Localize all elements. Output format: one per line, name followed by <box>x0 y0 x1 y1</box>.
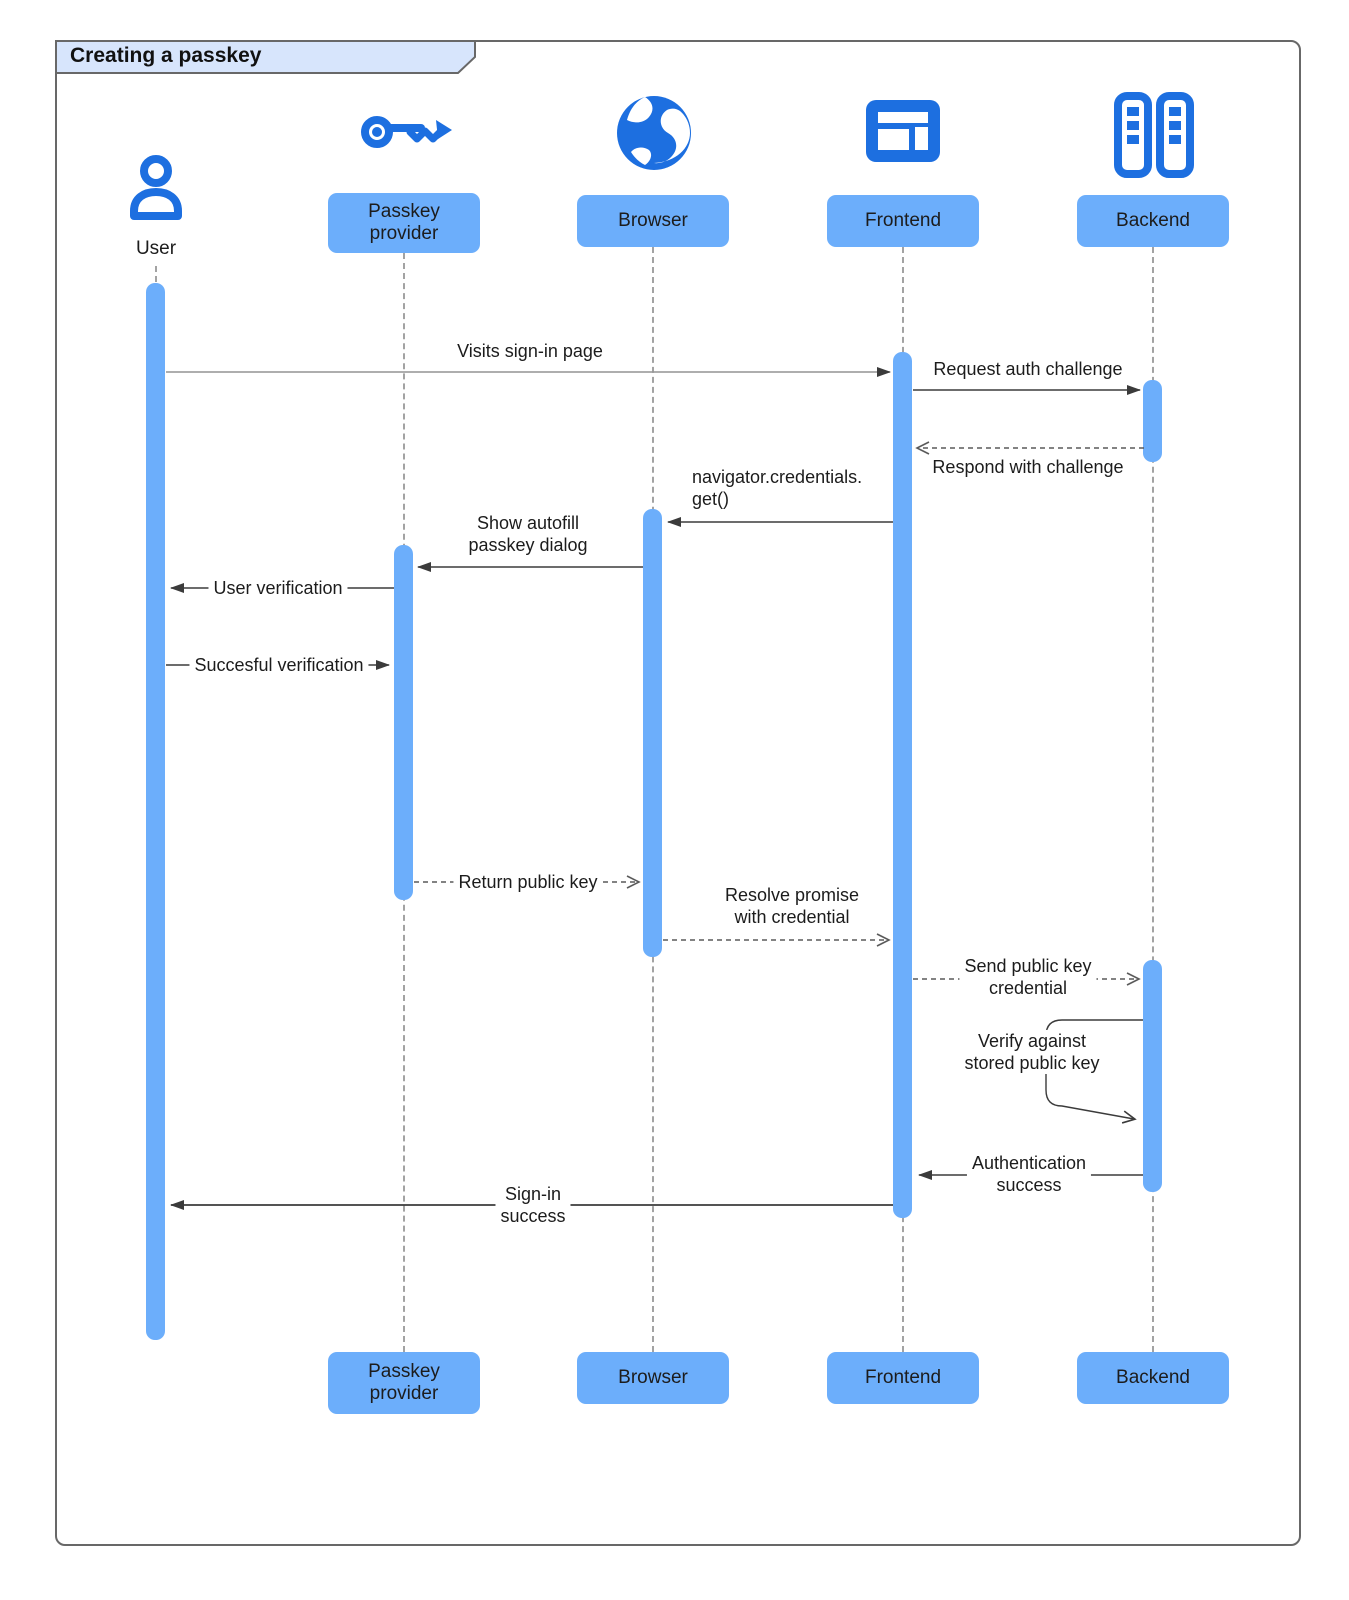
message-label-return-public-key: Return public key <box>453 871 602 893</box>
server-icon <box>1114 92 1194 178</box>
message-label-request-auth-challenge: Request auth challenge <box>933 359 1123 379</box>
key-icon <box>358 106 452 158</box>
actor-label-browser: Browser <box>618 210 688 231</box>
actor-box-frontend-top <box>827 195 979 247</box>
actor-box-browser-bottom: Browser <box>577 1352 729 1404</box>
actor-label-user: User <box>135 238 177 259</box>
message-label-respond-with-challenge: Respond with challenge <box>932 457 1124 477</box>
message-label-verify-against-stored-public-key: Verify against stored public key <box>959 1030 1104 1074</box>
message-label-navigator-credentials-get: navigator.credentials. get() <box>692 467 863 509</box>
message-label-show-autofill-passkey-dialog: Show autofill passkey dialog <box>468 513 588 555</box>
message-label-user-verification: User verification <box>208 577 347 599</box>
activation-bar-passkey-provider <box>394 545 413 900</box>
message-label-visits-sign-in-page: Visits sign-in page <box>457 341 603 361</box>
actor-box-backend-top <box>1077 195 1229 247</box>
globe-icon <box>615 94 693 172</box>
user-icon <box>126 154 186 230</box>
activation-bar-frontend <box>893 352 912 1218</box>
actor-box-browser-top <box>577 195 729 247</box>
actor-label-passkey-provider: Passkey provider <box>368 201 440 244</box>
window-icon <box>866 100 940 162</box>
actor-box-passkey-provider-bottom: Passkey provider <box>328 1352 480 1414</box>
activation-bar-backend-2 <box>1143 960 1162 1192</box>
actor-label-frontend: Frontend <box>864 210 942 231</box>
diagram-title: Creating a passkey <box>70 44 262 67</box>
activation-bar-user <box>146 283 165 1340</box>
message-label-sign-in-success: Sign-in success <box>495 1183 570 1227</box>
actor-box-backend-bottom: Backend <box>1077 1352 1229 1404</box>
actor-box-passkey-provider-top <box>328 193 480 253</box>
message-label-send-public-key-credential: Send public key credential <box>959 955 1096 999</box>
actor-box-frontend-bottom: Frontend <box>827 1352 979 1404</box>
activation-bar-browser <box>643 509 662 957</box>
activation-bar-backend-1 <box>1143 380 1162 462</box>
message-label-authentication-success: Authentication success <box>967 1152 1091 1196</box>
actor-label-backend: Backend <box>1116 210 1190 231</box>
message-label-resolve-promise: Resolve promise with credential <box>724 885 860 927</box>
diagram-frame <box>55 40 1301 1546</box>
message-label-succesful-verification: Succesful verification <box>189 654 368 676</box>
